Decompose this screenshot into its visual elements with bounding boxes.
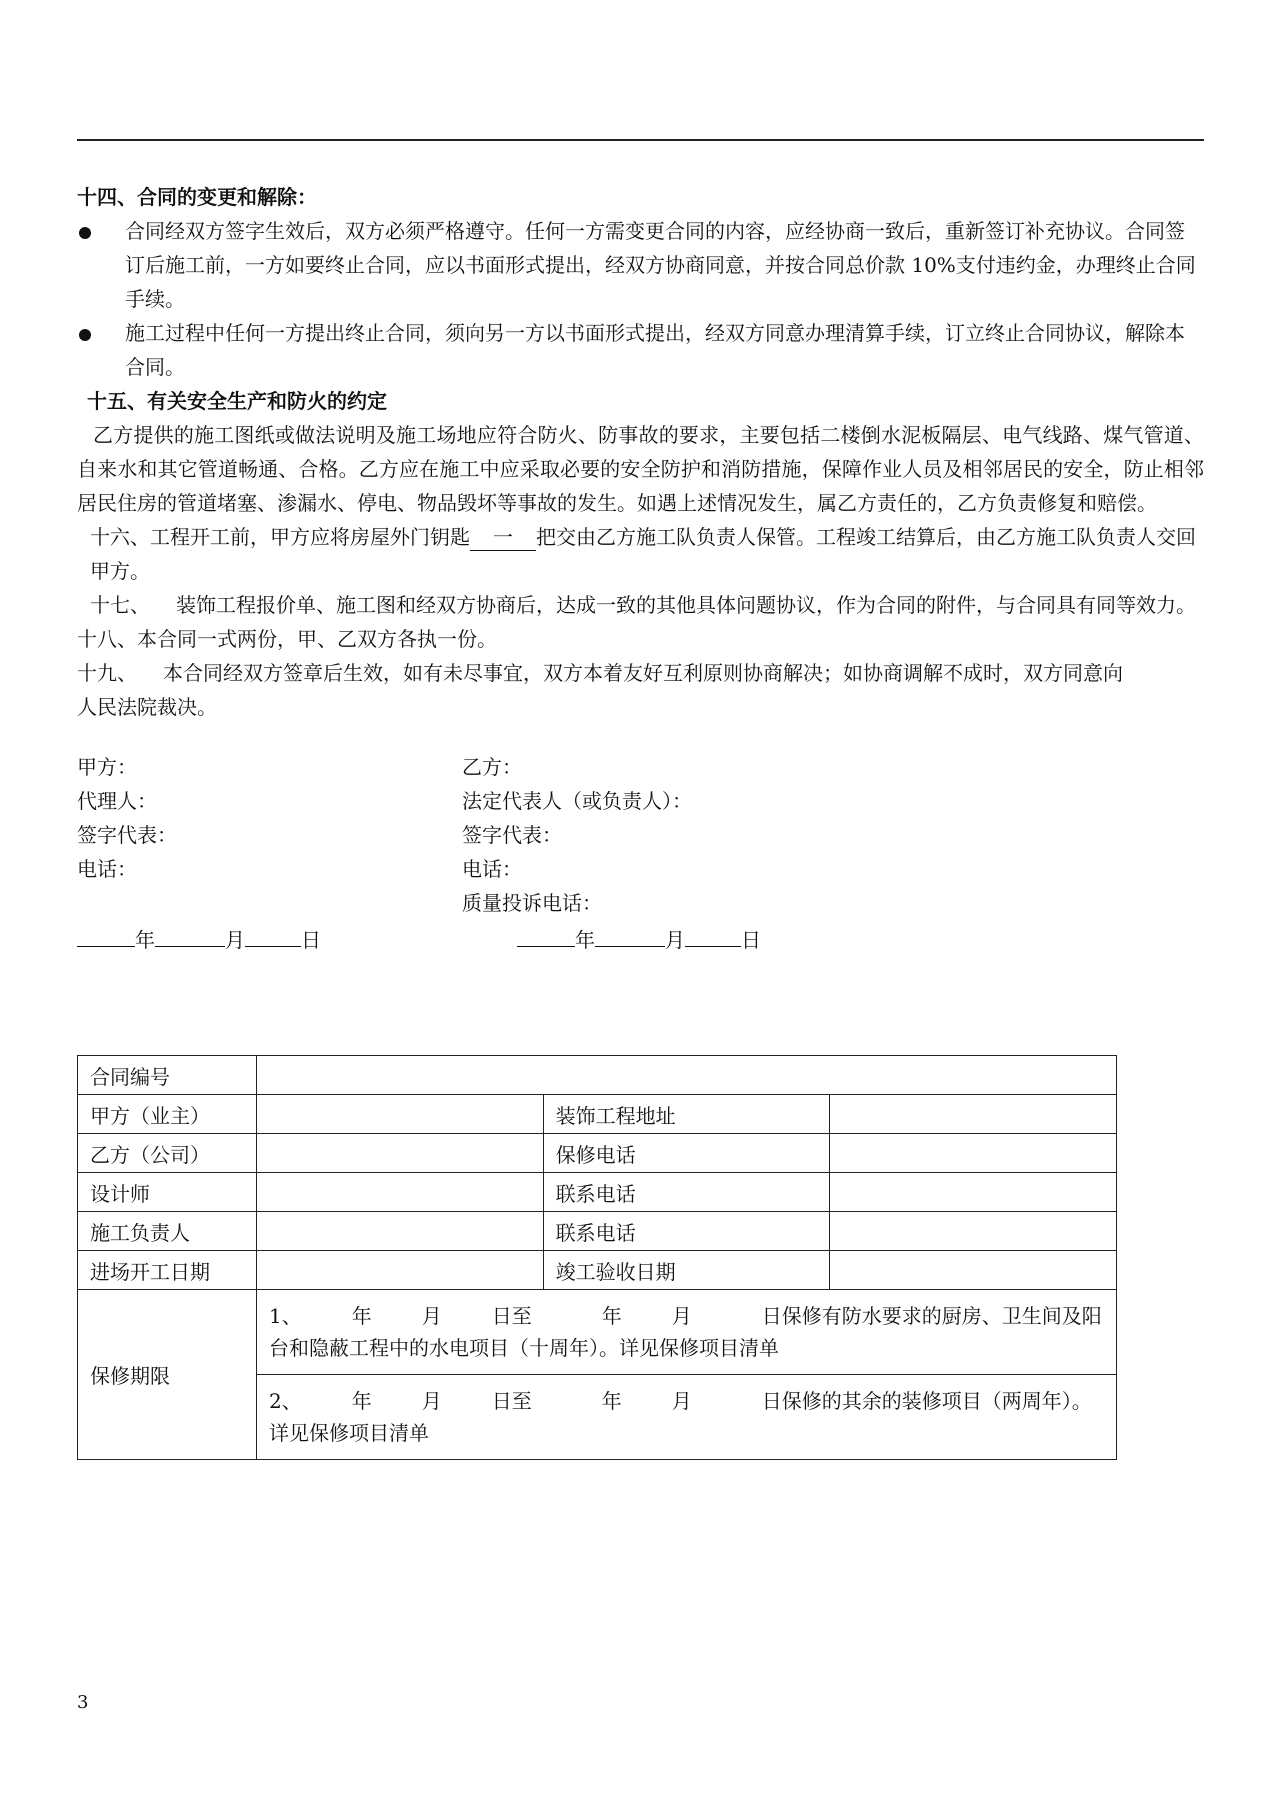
table-row <box>78 1251 1117 1290</box>
designer-phone-label: 联系电话 <box>543 1173 830 1212</box>
table-row <box>78 1134 1117 1173</box>
section15-body: 乙方提供的施工图纸或做法说明及施工场地应符合防火、防事故的要求，主要包括二楼倒水泥板隔层、电气线路、煤气管道、自来水和其它管道畅通、合格。乙方应在施工中应采取必要的安全防护和消防措施，保障作业人员及相邻居民的安全，防止相邻居民住房的管道堵塞、渗漏水、停电、物品毁坏等事故的发生。如遇上述情况发生，属乙方责任的，乙方负责修复和赔偿。 <box>77 423 1204 515</box>
year-label: 年 <box>351 1389 372 1413</box>
table-row <box>78 1173 1117 1212</box>
month-label: 月 <box>225 928 245 952</box>
lead-phone-value <box>830 1212 1117 1251</box>
signature-block <box>77 750 1204 920</box>
section15-title: 十五、有关安全生产和防火的约定 <box>87 389 387 413</box>
party-b-date <box>517 922 761 957</box>
project-address-value <box>830 1095 1117 1134</box>
party-b-company-label: 乙方（公司） <box>78 1134 257 1173</box>
contract-number-label: 合同编号 <box>78 1056 257 1095</box>
month-label: 月 <box>421 1304 442 1328</box>
day-label: 日 <box>301 928 321 952</box>
designer-phone-value <box>830 1173 1117 1212</box>
section14-bullet-2 <box>77 316 1204 384</box>
table-row <box>78 1056 1117 1095</box>
warranty-term-1 <box>257 1290 1117 1375</box>
party-b-company-value <box>257 1134 544 1173</box>
key-count-blank: 一 <box>470 524 536 551</box>
day-to-label: 日至 <box>491 1389 532 1413</box>
warranty-period-label: 保修期限 <box>78 1290 257 1460</box>
party-a-date <box>77 922 517 957</box>
designer-value <box>257 1173 544 1212</box>
month-label: 月 <box>671 1304 692 1328</box>
agent-label: 代理人： <box>77 789 157 813</box>
section19 <box>77 656 1204 724</box>
section16-after: 把交由乙方施工队负责人保管。工程竣工结算后，由乙方施工队负责人交回甲方。 <box>90 525 1196 583</box>
party-b-label: 乙方： <box>462 755 522 779</box>
day-to-label: 日至 <box>491 1304 532 1328</box>
party-b-sign-rep-label: 签字代表： <box>462 823 562 847</box>
year-label: 年 <box>575 928 595 952</box>
table-row <box>78 1290 1117 1375</box>
page-number: 3 <box>77 1692 89 1713</box>
party-a-phone-label: 电话： <box>77 857 137 881</box>
construction-lead-label: 施工负责人 <box>78 1212 257 1251</box>
acceptance-date-label: 竣工验收日期 <box>543 1251 830 1290</box>
start-date-label: 进场开工日期 <box>78 1251 257 1290</box>
bullet-icon <box>79 227 91 239</box>
section14-bullet-1-text: 合同经双方签字生效后，双方必须严格遵守。任何一方需变更合同的内容，应经协商一致后，重新签订补充协议。合同签订后施工前，一方如要终止合同，应以书面形式提出，经双方协商同意，并按合同总价款 10%支付违约金，办理终止合同手续。 <box>125 219 1196 311</box>
contract-info-table <box>77 1055 1117 1460</box>
construction-lead-value <box>257 1212 544 1251</box>
legal-rep-label: 法定代表人（或负责人）： <box>462 789 692 813</box>
lead-phone-label: 联系电话 <box>543 1212 830 1251</box>
year-label: 年 <box>351 1304 372 1328</box>
acceptance-date-value <box>830 1251 1117 1290</box>
month-label: 月 <box>671 1389 692 1413</box>
warranty-term-1-text: 日保修有防水要求的厨房、卫生间及阳台和隐蔽工程中的水电项目（十周年）。详见保修项目清单 <box>269 1304 1102 1360</box>
section19-text2: 人民法院裁决。 <box>77 695 217 719</box>
table-row <box>78 1212 1117 1251</box>
warranty-term-1-num: 1、 <box>269 1304 302 1328</box>
month-label: 月 <box>421 1389 442 1413</box>
party-a-signature <box>77 750 462 920</box>
year-label: 年 <box>601 1304 622 1328</box>
bullet-icon <box>79 329 91 341</box>
party-a-owner-value <box>257 1095 544 1134</box>
party-b-phone-label: 电话： <box>462 857 522 881</box>
section19-num: 十九、 <box>77 661 137 685</box>
warranty-phone-value <box>830 1134 1117 1173</box>
section14-title: 十四、合同的变更和解除： <box>77 185 317 209</box>
project-address-label: 装饰工程地址 <box>543 1095 830 1134</box>
section16-before: 十六、工程开工前，甲方应将房屋外门钥匙 <box>90 525 470 549</box>
section17-text: 装饰工程报价单、施工图和经双方协商后，达成一致的其他具体问题协议，作为合同的附件，与合同具有同等效力。 <box>176 593 1196 617</box>
complaint-phone-label: 质量投诉电话： <box>462 891 602 915</box>
year-label: 年 <box>135 928 155 952</box>
day-label: 日 <box>741 928 761 952</box>
section18: 十八、本合同一式两份，甲、乙双方各执一份。 <box>77 627 497 651</box>
section17-num: 十七、 <box>90 593 150 617</box>
section14-bullet-1 <box>77 214 1204 316</box>
party-a-owner-label: 甲方（业主） <box>78 1095 257 1134</box>
year-label: 年 <box>601 1389 622 1413</box>
month-label: 月 <box>665 928 685 952</box>
header-rule <box>77 139 1204 141</box>
party-a-label: 甲方： <box>77 755 137 779</box>
section16 <box>77 520 1204 588</box>
warranty-term-2 <box>257 1375 1117 1460</box>
section14-bullet-2-text: 施工过程中任何一方提出终止合同，须向另一方以书面形式提出，经双方同意办理清算手续，订立终止合同协议，解除本合同。 <box>125 321 1185 379</box>
warranty-term-2-text: 日保修的其余的装修项目（两周年）。详见保修项目清单 <box>269 1389 1092 1445</box>
contract-body <box>77 180 1204 957</box>
date-row <box>77 922 1204 957</box>
section19-text1: 本合同经双方签章后生效，如有未尽事宜，双方本着友好互利原则协商解决；如协商调解不成时，双方同意向 <box>163 661 1123 685</box>
table-row <box>78 1095 1117 1134</box>
contract-number-value <box>257 1056 1117 1095</box>
warranty-phone-label: 保修电话 <box>543 1134 830 1173</box>
warranty-term-2-num: 2、 <box>269 1389 302 1413</box>
start-date-value <box>257 1251 544 1290</box>
section17 <box>77 588 1204 622</box>
party-b-signature <box>462 750 1204 920</box>
designer-label: 设计师 <box>78 1173 257 1212</box>
party-a-sign-rep-label: 签字代表： <box>77 823 177 847</box>
